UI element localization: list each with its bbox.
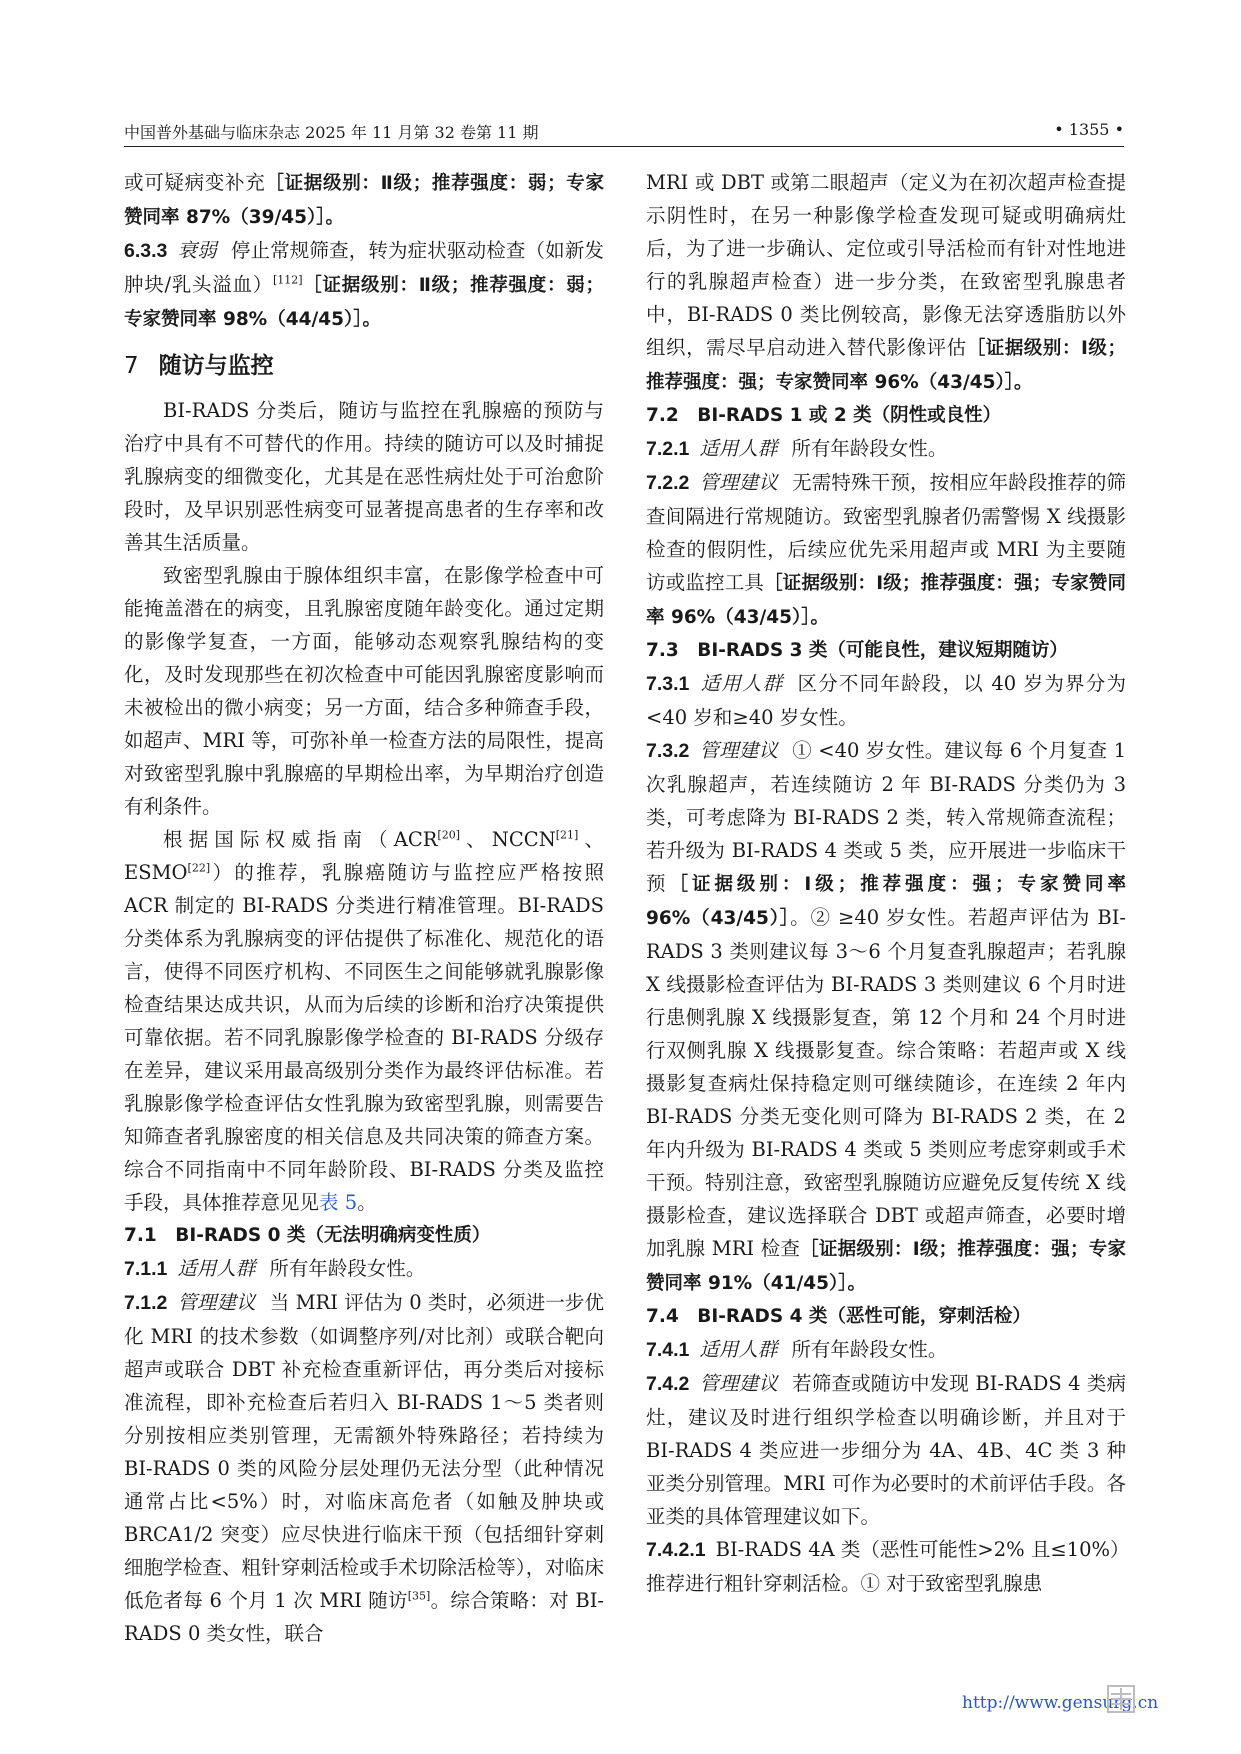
reference: [35] [407,1589,431,1603]
evidence-level: ［证据级别：Ⅰ级；推荐强度：强；专家赞同率 96%（43/45）］。 [646,573,1126,628]
left-column [124,166,604,1650]
journal-url[interactable]: http://www.gensurg.cn [962,1693,1159,1713]
subsection-7-4-2: 7.4.2 管理建议 若筛查或随访中发现 BI-RADS 4 类病灶，建议及时进行组织学检查以明确诊断，并且对于 BI-RADS 4 类应进一步细分为 4A、4B、4C 类 3 种亚类分别管理。MRI 可作为必要时的术前评估手段。各亚类的具体管理建议如下。 [646,1372,1126,1528]
subsection-7-1-2: 7.1.2 管理建议 当 MRI 评估为 0 类时，必须进一步优化 MRI 的技术参数（如调整序列/对比剂）或联合靶向超声或联合 DBT 补充检查重新评估，再分类后对接标准流程，即补充检查后若归入 BI-RADS 1～5 类者则分别按相应类别管理，无需额外特殊路径；若持续为 BI-RADS 0 类的风险分层处理仍无法分型（此种情况通常占比<5%）时，对临床高危者（如触及肿块或 BRCA1/2 突变）应尽快进行临床干预（包括细针穿刺细胞学检查、粗针穿刺活检或手术切除活检等），对临床低危者每 6 个月 1 次 MRI 随访[35]。综合策略：对 BI-RADS 0 类女性，联合 [124,1291,604,1645]
paragraph: 或可疑病变补充［证据级别：Ⅱ级；推荐强度：弱；专家赞同率 87%（39/45）］。 [124,171,604,228]
right-column [646,166,1130,1600]
subsection-7-4-2-1: 7.4.2.1 BI-RADS 4A 类（恶性可能性>2% 且≤10%） [646,1538,1130,1561]
journal-logo-icon [1106,1684,1136,1714]
paragraph: BI-RADS 分类后，随访与监控在乳腺癌的预防与治疗中具有不可替代的作用。持续的随访可以及时捕捉乳腺病变的细微变化，尤其是在恶性病灶处于可治愈阶段时，及早识别恶性病变可显著提高患者的生存率和改善其生活质量。 [124,399,604,554]
subsection-7-1-1: 7.1.1 适用人群 所有年龄段女性。 [124,1257,426,1280]
subsection-heading: 7.2 BI-RADS 1 或 2 类（阴性或良性） [646,405,1002,426]
paragraph: 根据国际权威指南（ACR[20]、NCCN[21]、ESMO[22]）的推荐，乳腺癌随访与监控应严格按照 ACR 制定的 BI-RADS 分类进行精准管理。BI-RADS 分类体系为乳腺病变的评估提供了标准化、规范化的语言，使得不同医疗机构、不同医生之间能够就乳腺影像检查结果达成共识，从而为后续的诊断和治疗决策提供可靠依据。若不同乳腺影像学检查的 BI-RADS 分级存在差异，建议采用最高级别分类作为最终评估标准。若乳腺影像学检查评估女性乳腺为致密型乳腺，则需要告知筛查者乳腺密度的相关信息及共同决策的筛查方案。综合不同指南中不同年龄阶段、BI-RADS 分类及监控手段，具体推荐意见见表 5。 [124,828,604,1214]
page-number: • 1355 • [1054,120,1124,139]
section-heading: 7 随访与监控 [124,353,274,379]
running-header [124,116,1124,147]
subsection-7-2-1: 7.2.1 适用人群 所有年龄段女性。 [646,437,948,460]
reference: [20] [437,828,461,842]
reference: [21] [555,828,579,842]
subsection-7-4-1: 7.4.1 适用人群 所有年龄段女性。 [646,1338,948,1361]
evidence-level: ［证据级别：Ⅱ级；推荐强度：弱；专家赞同率 87%（39/45）］。 [124,173,604,228]
table-link[interactable]: 表 5 [319,1191,358,1214]
subsection-heading: 7.4 BI-RADS 4 类（恶性可能，穿刺活检） [646,1306,1031,1327]
subsection-heading: 7.1 BI-RADS 0 类（无法明确病变性质） [124,1225,491,1246]
subsection-7-2-2: 7.2.2 管理建议 无需特殊干预，按相应年龄段推荐的筛查间隔进行常规随访。致密型乳腺者仍需警惕 X 线摄影检查的假阴性，后续应优先采用超声或 MRI 为主要随访或监控工具［证据级别：Ⅰ级；推荐强度：强；专家赞同率 96%（43/45）］。 [646,471,1126,628]
paragraph: 致密型乳腺由于腺体组织丰富，在影像学检查中可能掩盖潜在的病变，且乳腺密度随年龄变化。通过定期的影像学复查，一方面，能够动态观察乳腺结构的变化，及时发现那些在初次检查中可能因乳腺密度影响而未被检出的微小病变；另一方面，结合多种筛查手段，如超声、MRI 等，可弥补单一检查方法的局限性，提高对致密型乳腺中乳腺癌的早期检出率，为早期治疗创造有利条件。 [124,564,604,818]
reference: [112] [272,273,303,287]
subsection-6-3-3: 6.3.3 衰弱 停止常规筛查，转为症状驱动检查（如新发肿块/乳头溢血）[112]［证据级别：Ⅱ级；推荐强度：弱；专家赞同率 98%（44/45）］。 [124,239,604,330]
evidence-level: ［证据级别：Ⅰ级；推荐强度：强；专家赞同率 96%（43/45）］ [646,874,1126,929]
reference: [22] [187,861,211,875]
evidence-level: ［证据级别：Ⅱ级；推荐强度：弱；专家赞同率 98%（44/45）］。 [124,275,604,330]
paragraph: MRI 或 DBT 或第二眼超声（定义为在初次超声检查提示阴性时，在另一种影像学检查发现可疑或明确病灶后，为了进一步确认、定位或引导活检而有针对性地进行的乳腺超声检查）进一步分类，在致密型乳腺患者中，BI-RADS 0 类比例较高，影像无法穿透脂肪以外组织，需尽早启动进入替代影像评估［证据级别：Ⅰ级；推荐强度：强；专家赞同率 96%（43/45）］。 [646,171,1126,393]
subsection-7-3-2: 7.3.2 管理建议 ① <40 岁女性。建议每 6 个月复查 1 次乳腺超声，若连续随访 2 年 BI-RADS 分类仍为 3 类，可考虑降为 BI-RADS 2 类，转入常规筛查流程；若升级为 BI-RADS 4 类或 5 类，应开展进一步临床干预［证据级别：Ⅰ级；推荐强度：强；专家赞同率 96%（43/45）］。② ≥40 岁女性。若超声评估为 BI-RADS 3 类则建议每 3～6 个月复查乳腺超声；若乳腺 X 线摄影检查评估为 BI-RADS 3 类则建议 6 个月时进行患侧乳腺 X 线摄影复查，第 12 个月和 24 个月时进行双侧乳腺 X 线摄影复查。综合策略：若超声或 X 线摄影复查病灶保持稳定则可继续随诊，在连续 2 年内 BI-RADS 分类无变化则可降为 BI-RADS 2 类，在 2 年内升级为 BI-RADS 4 类或 5 类则应考虑穿刺或手术干预。特别注意，致密型乳腺随访应避免反复传统 X 线摄影检查，建议选择联合 DBT 或超声筛查，必要时增加乳腺 MRI 检查［证据级别：Ⅰ级；推荐强度：强；专家赞同率 91%（41/45）］。 [646,739,1127,1294]
evidence-level: ［证据级别：Ⅰ级；推荐强度：强；专家赞同率 91%（41/45）］。 [646,1239,1126,1294]
subsection-7-3-1: 7.3.1 适用人群 区分不同年龄段，以 40 岁为界分为<40 岁和≥40 岁女性。 [646,672,1126,729]
subsection-heading: 7.3 BI-RADS 3 类（可能良性，建议短期随访） [646,640,1068,661]
evidence-level: ［证据级别：Ⅰ级；推荐强度：强；专家赞同率 96%（43/45）］。 [646,338,1126,393]
paragraph: 推荐进行粗针穿刺活检。① 对于致密型乳腺患 [646,1572,1043,1595]
journal-info: 中国普外基础与临床杂志 2025 年 11 月第 32 卷第 11 期 [124,123,539,142]
